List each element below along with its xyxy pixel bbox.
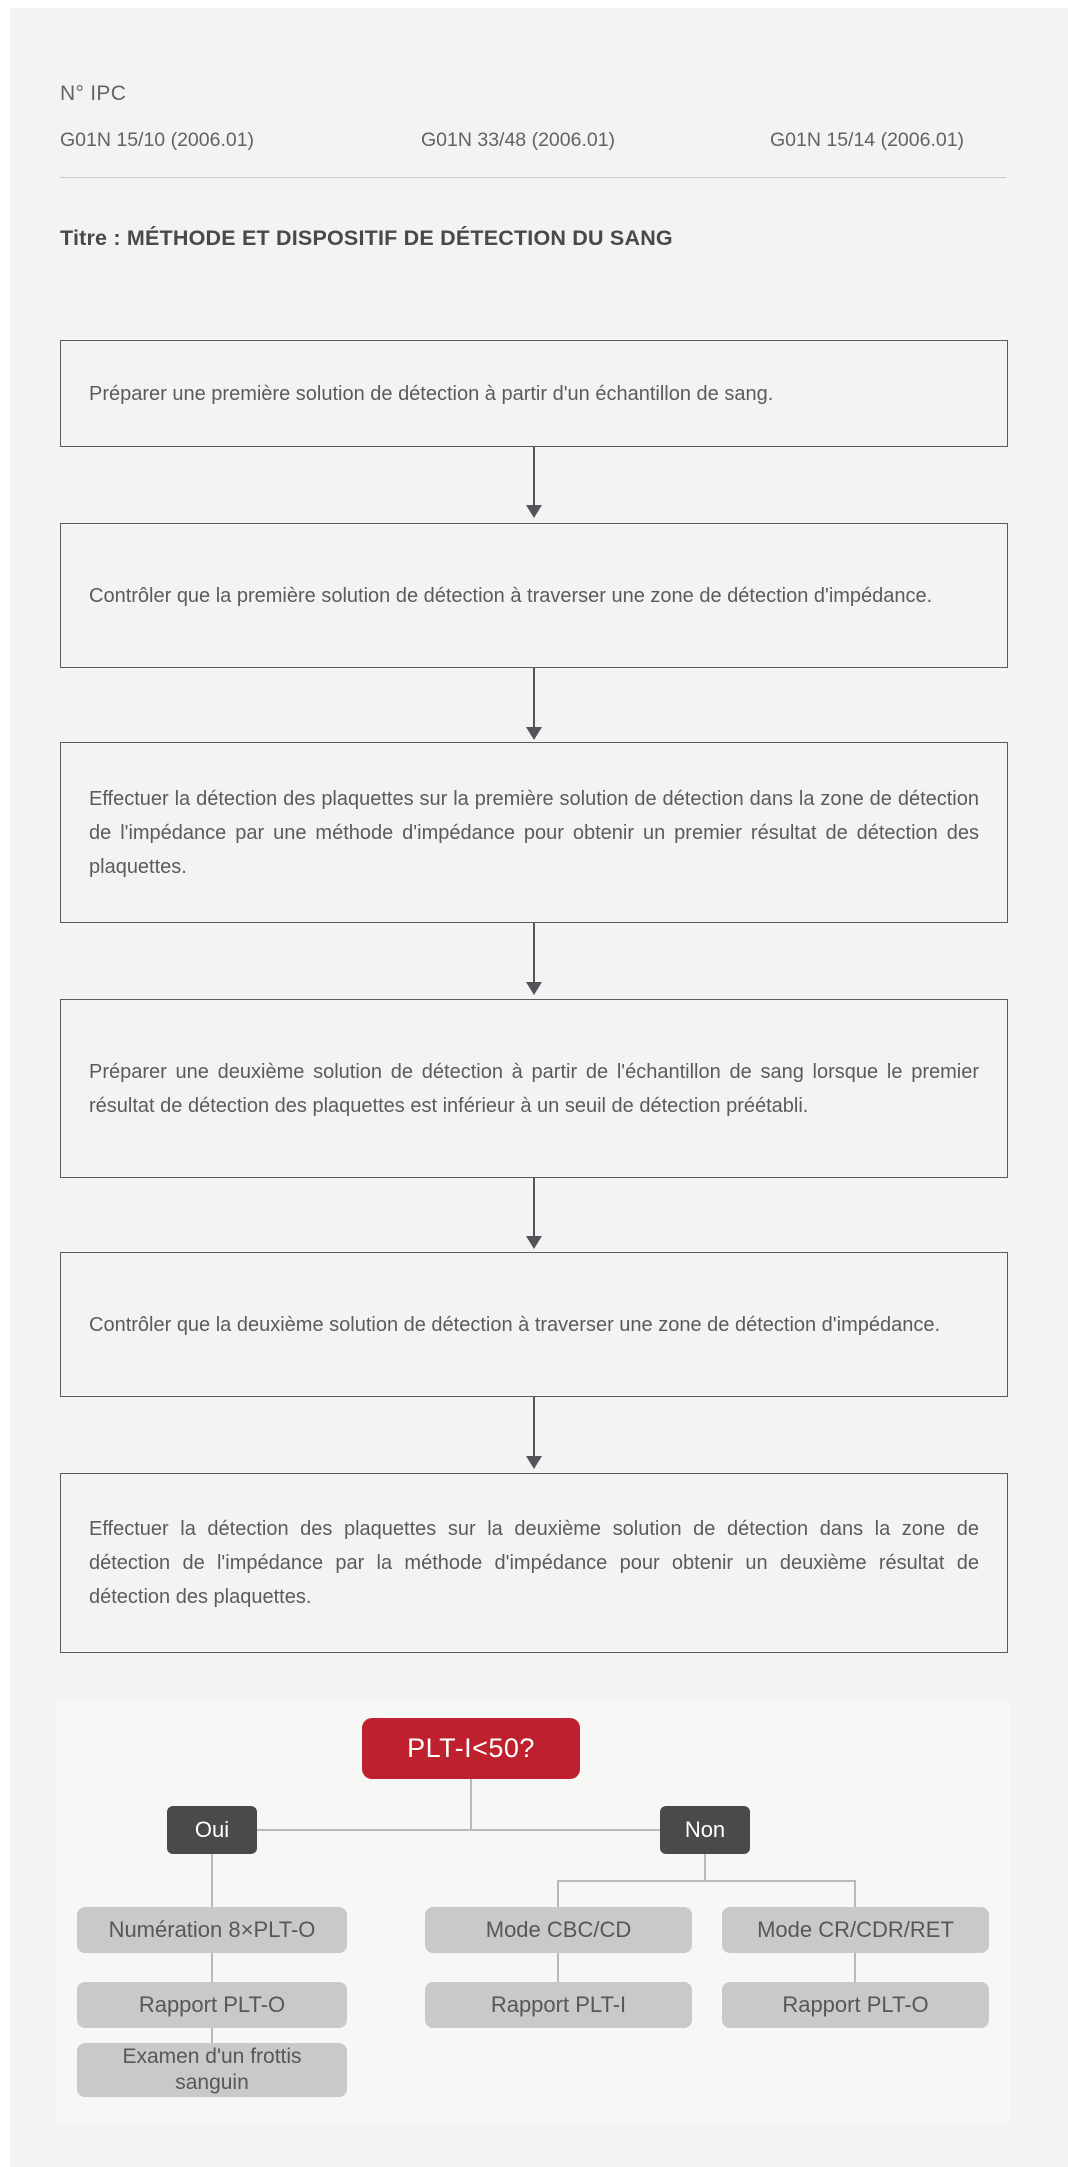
- flow-step-1-text: Préparer une première solution de détection à partir d'un échantillon de sang.: [89, 382, 774, 405]
- page-title: Titre : MÉTHODE ET DISPOSITIF DE DÉTECTION DU SANG: [60, 226, 673, 250]
- branch-oui: Oui: [167, 1806, 257, 1854]
- ipc-code-3: G01N 15/14 (2006.01): [770, 129, 965, 151]
- leaf-mode-cbc: Mode CBC/CD: [425, 1907, 692, 1953]
- flow-arrow-2-line: [533, 668, 535, 727]
- flow-step-6: [60, 1473, 1008, 1653]
- leaf-rapport-plt-o-right: Rapport PLT-O: [722, 1982, 989, 2028]
- flow-arrow-5-head-icon: [526, 1456, 542, 1469]
- leaf-examen-frottis: [77, 2043, 347, 2097]
- connector-numeration-rapport: [211, 1953, 213, 1982]
- flow-arrow-4-line: [533, 1178, 535, 1236]
- page-left-margin: [0, 0, 10, 2167]
- flow-step-4: [60, 999, 1008, 1178]
- connector-oui-non: [212, 1829, 706, 1831]
- flow-arrow-3-line: [533, 923, 535, 982]
- leaf-rapport-plt-o-left: Rapport PLT-O: [77, 1982, 347, 2028]
- ipc-code-2: G01N 33/48 (2006.01): [421, 129, 616, 151]
- connector-split-right: [854, 1880, 856, 1907]
- leaf-rapport-plt-i: Rapport PLT-I: [425, 1982, 692, 2028]
- ipc-section-label: N° IPC: [60, 82, 127, 105]
- flow-step-5: [60, 1252, 1008, 1397]
- page-top-margin: [0, 0, 1068, 8]
- flow-arrow-5-line: [533, 1397, 535, 1456]
- decision-tree-panel: [57, 1700, 1010, 2124]
- flow-arrow-1-line: [533, 447, 535, 505]
- connector-non-split: [557, 1880, 856, 1882]
- leaf-examen-frottis-text: Examen d'un frottis sanguin: [122, 2045, 302, 2094]
- flow-step-2-text: Contrôler que la première solution de détection à traverser une zone de détection d'impédance.: [89, 584, 933, 607]
- connector-ret-rapport: [854, 1953, 856, 1982]
- connector-oui-down: [211, 1854, 213, 1907]
- connector-cbc-rapport: [557, 1953, 559, 1982]
- connector-root-down: [470, 1779, 472, 1830]
- connector-rapport-examen: [211, 2028, 213, 2043]
- flow-arrow-4-head-icon: [526, 1236, 542, 1249]
- flow-step-3: [60, 742, 1008, 923]
- flow-step-2: [60, 523, 1008, 668]
- flow-step-4-text: Préparer une deuxième solution de détection à partir de l'échantillon de sang lorsque le premier résultat de détection des plaquettes est inférieur à un seuil de détection préétabli.: [89, 1060, 979, 1117]
- flow-arrow-1-head-icon: [526, 505, 542, 518]
- flow-arrow-2-head-icon: [526, 727, 542, 740]
- flow-step-6-text: Effectuer la détection des plaquettes sur la deuxième solution de détection dans la zone de détection de l'impédance par la méthode d'impédance pour obtenir un deuxième résultat de détection des plaquettes.: [89, 1518, 979, 1608]
- connector-split-left: [557, 1880, 559, 1907]
- branch-non: Non: [660, 1806, 750, 1854]
- flow-step-5-text: Contrôler que la deuxième solution de détection à traverser une zone de détection d'impédance.: [89, 1313, 941, 1336]
- flow-step-1: [60, 340, 1008, 447]
- flow-arrow-3-head-icon: [526, 982, 542, 995]
- ipc-code-1: G01N 15/10 (2006.01): [60, 129, 255, 151]
- header-divider: [60, 177, 1006, 178]
- connector-non-down: [704, 1854, 706, 1880]
- flow-step-3-text: Effectuer la détection des plaquettes sur la première solution de détection dans la zone de détection de l'impédance par une méthode d'impédance pour obtenir un premier résultat de détection des plaquettes.: [89, 787, 979, 878]
- leaf-mode-cr: Mode CR/CDR/RET: [722, 1907, 989, 1953]
- leaf-numeration: Numération 8×PLT-O: [77, 1907, 347, 1953]
- decision-node-plt: PLT-I<50?: [362, 1718, 580, 1779]
